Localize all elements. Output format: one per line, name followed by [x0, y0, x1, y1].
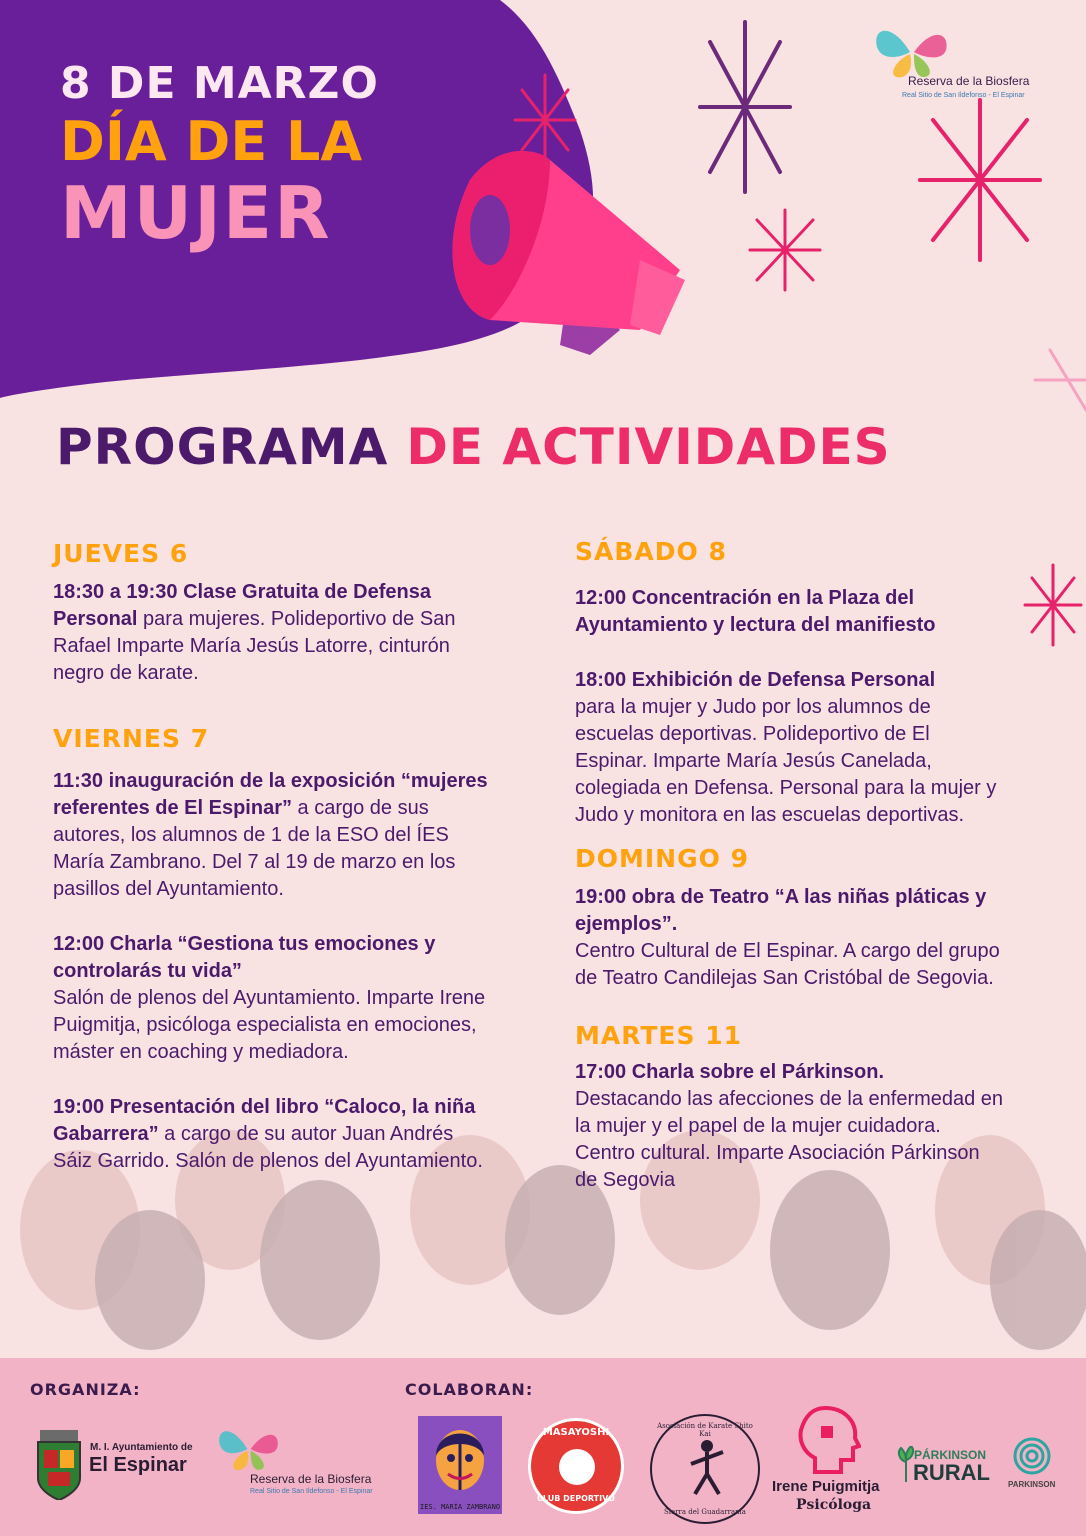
- event-text: Salón de plenos del Ayuntamiento. Imparte Irene Puigmitja, psicóloga especialista en emociones, máster en coaching y mediadora.: [53, 987, 486, 1063]
- event-title: 12:00 Charla “Gestiona tus emociones y controlarás tu vida”: [53, 933, 436, 982]
- biosfera-sub: Real Sitio de San Ildefonso - El Espinar: [902, 92, 1025, 99]
- event-text: Destacando las afecciones de la enfermedad en la mujer y el papel de la mujer cuidadora. Centro cultural. Imparte Asociación Párkinson de Segovia: [575, 1088, 1004, 1191]
- programa-word: PROGRAMA: [56, 418, 389, 476]
- pk-rural: RURAL: [913, 1460, 990, 1485]
- spiral-icon: [1012, 1436, 1052, 1476]
- pk-top: PÁRKINSON: [914, 1448, 987, 1462]
- event-title: 11:30 inauguración de la exposición “mujeres referentes de El Espinar”: [53, 770, 488, 819]
- event-title: 12:00 Concentración en la Plaza del Ayuntamiento y lectura del manifiesto: [575, 587, 936, 636]
- event-jueves-1: [53, 579, 493, 687]
- title-dia: DÍA DE LA: [60, 110, 363, 173]
- title-block: [60, 58, 379, 253]
- ayto-small: M. I. Ayuntamiento de: [90, 1442, 193, 1453]
- masayoshi-center: [559, 1449, 595, 1485]
- day-domingo: DOMINGO 9: [575, 844, 749, 873]
- karate-bottom: Sierra del Guadarrama: [664, 1508, 746, 1516]
- event-title: 18:00 Exhibición de Defensa Personal: [575, 669, 936, 691]
- head-puzzle-icon: [795, 1404, 861, 1474]
- event-domingo-1: [575, 884, 1005, 992]
- day-martes: MARTES 11: [575, 1021, 742, 1050]
- coat-of-arms-icon: [36, 1430, 82, 1500]
- star-icon: [1020, 560, 1086, 650]
- event-text: a cargo de sus autores, los alumnos de 1 de la ESO del ÍES María Zambrano. Del 7 al 19 de marzo en los pasillos del Ayuntamiento.: [53, 797, 456, 900]
- right-column: [575, 538, 1005, 1216]
- karate-logo: [650, 1414, 760, 1524]
- star-icon: [690, 12, 800, 202]
- event-text: a cargo de su autor Juan Andrés Sáiz Garrido. Salón de plenos del Ayuntamiento.: [53, 1123, 483, 1172]
- event-title: 19:00 Presentación del libro “Caloco, la niña Gabarrera”: [53, 1096, 476, 1145]
- event-title: 18:30 a 19:30 Clase Gratuita de Defensa Personal: [53, 581, 431, 630]
- biosfera-name: Reserva de la Biosfera: [908, 74, 1030, 88]
- title-mujer: MUJER: [60, 171, 332, 255]
- left-column: [53, 540, 493, 1197]
- portrait-icon: [418, 1416, 502, 1500]
- karate-top: Asociación de Karate Shito Kai: [657, 1422, 753, 1438]
- event-sabado-1: [575, 585, 1005, 639]
- star-icon: [915, 95, 1045, 265]
- star-icon: [1030, 340, 1086, 430]
- footer-biosfera-sub: Real Sitio de San Ildefonso - El Espinar: [250, 1488, 373, 1495]
- event-text: Centro Cultural de El Espinar. A cargo del grupo de Teatro Candilejas San Cristóbal de Segovia.: [575, 940, 1000, 989]
- star-icon: [510, 70, 580, 170]
- star-icon: [745, 205, 825, 295]
- event-sabado-2: [575, 667, 1005, 829]
- event-text: para la mujer y Judo por los alumnos de escuelas deportivas. Polideportivo de El Espinar. Imparte María Jesús Canelada, colegiada en Defensa. Personal para la mujer y Judo y monitora en las escuelas deportivas.: [575, 696, 997, 826]
- colaboran-label: COLABORAN:: [405, 1380, 534, 1399]
- butterfly-icon: [214, 1424, 284, 1474]
- event-viernes-3: [53, 1094, 493, 1175]
- biosfera-logo: [872, 22, 1052, 99]
- actividades-word: DE ACTIVIDADES: [406, 418, 891, 476]
- masayoshi-logo: [528, 1418, 624, 1514]
- title-date: 8 DE MARZO: [60, 58, 379, 109]
- footer-biosfera-name: Reserva de la Biosfera: [250, 1472, 372, 1486]
- event-text: para mujeres. Polideportivo de San Rafael Imparte María Jesús Latorre, cinturón negro de karate.: [53, 608, 456, 684]
- organiza-label: ORGANIZA:: [30, 1380, 141, 1399]
- day-jueves: JUEVES 6: [53, 539, 189, 568]
- day-viernes: VIERNES 7: [53, 724, 210, 753]
- masayoshi-bottom: CLUB DEPORTIVO: [537, 1494, 615, 1503]
- irene-role: Psicóloga: [796, 1497, 872, 1513]
- event-title: 19:00 obra de Teatro “A las niñas pláticas y ejemplos”.: [575, 886, 987, 935]
- event-martes-1: [575, 1059, 1005, 1194]
- parkinson-label: PARKINSON: [1008, 1480, 1056, 1489]
- masayoshi-top: MASAYOSHI: [542, 1427, 610, 1438]
- karate-figure-icon: [687, 1438, 727, 1498]
- ayto-big: El Espinar: [89, 1454, 187, 1476]
- event-viernes-1: [53, 768, 493, 903]
- programa-heading: [56, 418, 891, 476]
- irene-name: Irene Puigmitja: [772, 1478, 880, 1495]
- event-title: 17:00 Charla sobre el Párkinson.: [575, 1061, 885, 1083]
- ies-logo: [418, 1416, 502, 1514]
- butterfly-icon: [872, 22, 952, 82]
- event-viernes-2: [53, 931, 493, 1066]
- footer-band: [0, 1358, 1086, 1536]
- day-sabado: SÁBADO 8: [575, 537, 727, 566]
- ies-label: IES. MARÍA ZAMBRANO: [420, 1503, 501, 1511]
